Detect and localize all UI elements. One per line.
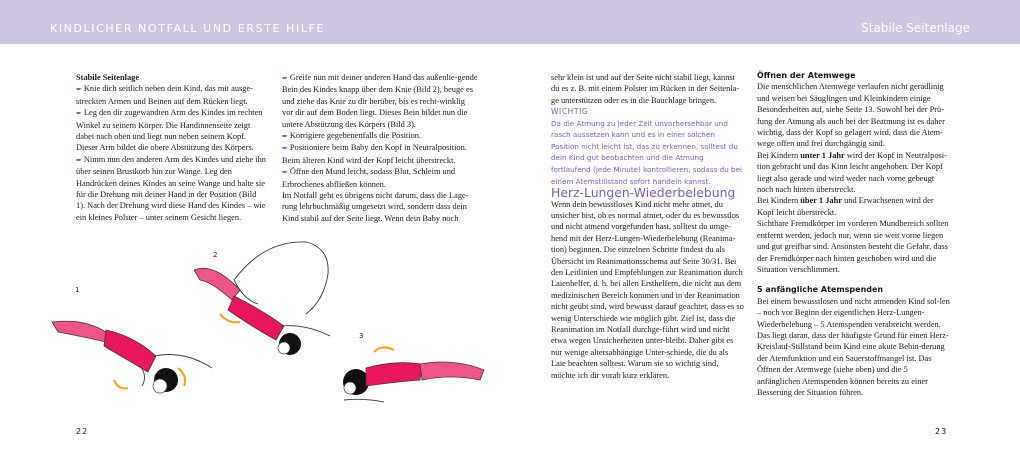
child-face (153, 379, 167, 393)
step-item (282, 142, 478, 166)
child-face (344, 382, 356, 394)
step-item (76, 107, 266, 154)
motion-arrow-icon (374, 347, 394, 352)
figure-step-3 (343, 332, 484, 402)
running-header-right: Stabile Seitenlage (861, 21, 970, 35)
text-run: und Erwachsenen wird der Kopf leicht überstreckt. (757, 196, 934, 217)
figure-label-1: 1 (75, 286, 80, 294)
arrow-bullet-icon: ➨ (282, 168, 288, 177)
figure-label-2: 2 (213, 251, 218, 259)
paragraph-fremdkoerper: Sichtbare Fremdkörper im vorderen Mundbereich sollten entfernt werden, jedoch nur, wenn sie weit vorne liegen und gut greifbar sind. Ansonsten besteht die Gefahr, dass der Fremdkörper nach hinten geschoben wird und die Situation verschlimmert. (757, 219, 949, 274)
bold-run: unter 1 Jahr (800, 150, 845, 160)
step-text: Positioniere beim Baby den Kopf in Neutralposition. Beim älteren Kind wird der Kopf leicht überstreckt. (282, 143, 467, 165)
left-column-1 (76, 72, 266, 223)
continued-paragraph: sehr klein ist und auf der Seite nicht stabil liegt, kannst du es z. B. mit einem Polster im Rücken in der Seitenla-ge unterstützen oder es in die Bauchlage bringen. (551, 73, 740, 105)
arrow-bullet-icon: ➨ (282, 74, 288, 82)
paragraph-atemspenden: Bei einem bewusstlosen und nicht atmenden Kind sol-len – noch vor Beginn der eigentlichen Herz-Lungen-Wiederbelebung – 5 Atemspenden verabreicht werden. Das liegt daran, dass der häufigste Grund für einen Herz-Kreislauf-Stillstand beim Kind eine akute Behin-derung der Atemfunktion und ein Sauerstoffmangel ist. Das Öffnen der Atemwege (siehe oben) und die 5 anfänglichen Atemspenden können bereits zu einer Besserung der Situation führen. (757, 296, 950, 397)
step-text: Nimm nun den anderen Arm des Kindes und ziehe ihn über seinen Brustkorb hin zur Wange. Leg den Handrücken deines Kindes an seine Wange und halte sie für die Drehung mit deiner Hand in der Position (Bild 1). Nach der Drehung wird diese Hand des Kindes – wie ein kleines Polster – unter seinem Gesicht liegen. (76, 154, 266, 222)
paragraph-unter-1-jahr (757, 150, 950, 196)
text-run: Bei Kindern (757, 196, 801, 206)
child-torso (228, 296, 284, 340)
child-arm (154, 355, 212, 369)
page-number-left: 22 (76, 427, 89, 436)
left-column-2 (282, 72, 478, 224)
right-column-1 (551, 72, 744, 381)
text-run: wird der Kopf in Neutralposi-tion gebracht und das Kinn leicht angehoben. Der Kopf liegt also gerade und wird weder nach vorne gebeugt noch nach hinten überstreckt. (757, 150, 947, 195)
child-arm (344, 399, 384, 402)
step-text: Korrigiere gegebenenfalls die Position. (289, 131, 422, 141)
running-header-left: KINDLICHER NOTFALL UND ERSTE HILFE (50, 22, 326, 35)
recovery-position-illustration (44, 240, 496, 420)
header-bar (0, 0, 1020, 44)
arrow-bullet-icon: ➨ (76, 155, 82, 164)
closing-paragraph: Im Notfall geht es übrigens nicht darum, dass die Lage-rung lehrbuchmäßig umgesetzt wird, sondern dass dein Kind stabil auf der Seite liegt. Wenn dein Baby noch (282, 191, 469, 223)
child-torso (104, 330, 156, 372)
figure-step-2 (194, 242, 330, 355)
page-number-right: 23 (935, 427, 948, 436)
child-torso (366, 363, 422, 386)
note-text: Da die Atmung zu jeder Zeit unvorhersehbar und rasch aussetzen kann und es in einer solchen Position nicht leicht ist, das zu erkennen, solltest du dein Kind gut beobachten und die Atmung fortlaufend (jede Minute) kontrollieren, sodass du bei einem Atemstillstand sofort handeln kannst. (551, 118, 743, 186)
step-item (76, 154, 266, 223)
subhead-atemspenden: 5 anfängliche Atemspenden (757, 285, 884, 295)
section-title-herz-lungen: Herz-Lungen-Wiederbelebung (551, 185, 736, 201)
figure-step-1 (52, 286, 212, 393)
step-item (282, 166, 478, 190)
paragraph-atemwege: Die menschlichen Atemwege verlaufen nicht geradlinig und weisen bei Säuglingen und Kleinkindern einige Besonderheiten auf, siehe Seite 13. Sowohl bei der Prü-fung der Atmung als auch bei der Beatmung ist es daher wichtig, dass der Kopf so gelagert wird, dass die Atem-wege offen und frei durchgängig sind. (757, 82, 945, 149)
paragraph-ueber-1-jahr (757, 195, 950, 218)
step-text: Öffne den Mund leicht, sodass Blut, Schleim und Erbrochenes abfließen können. (282, 167, 456, 189)
child-legs (420, 362, 484, 380)
step-text: Knie dich seitlich neben dein Kind, das mit ausge-streckten Armen und Beinen auf dem Rücken liegt. (76, 84, 253, 106)
step-text: Leg den dir zugewandten Arm des Kindes im rechten Winkel zu seinem Körper. Die Handinnenseite zeigt dabei nach oben und liegt nun neben seinem Kopf. Dieser Arm bildet die obere Abstützung des Körpers. (76, 108, 263, 153)
subhead-atemwege: Öffnen der Atemwege (757, 71, 856, 80)
arrow-bullet-icon: ➨ (282, 144, 288, 153)
step-item (282, 72, 478, 130)
step-text: Greife nun mit deiner anderen Hand das außenlie-gende Bein des Kindes knapp über dem Knie (Bild 2), beuge es und ziehe das Knie zu dir herüber, bis es recht-winklig vor dir auf dem Boden liegt. Dieses Bein bildet nun die untere Abstützung des Körpers (Bild 3). (282, 73, 478, 129)
bold-run: über 1 Jahr (800, 196, 842, 206)
figure-label-3: 3 (359, 332, 364, 340)
motion-arrow-icon (114, 380, 128, 388)
motion-arrow-icon (178, 368, 185, 386)
arrow-bullet-icon: ➨ (76, 109, 82, 118)
arrow-bullet-icon: ➨ (282, 132, 288, 141)
arrow-bullet-icon: ➨ (76, 85, 82, 94)
text-run: Bei Kindern (757, 150, 801, 160)
child-face (278, 342, 290, 354)
section-paragraph: Wenn dein bewusstloses Kind nicht mehr atmet, du unsicher bist, ob es normal atmet, oder du es bewusstlos und nicht atmend vorgefunden hast, solltest du umge-hend mit der Herz-Lungen-Wiederbelebung (Reanima-tion) beginnen. Die einzelnen Schritte findest du als Übersicht im Reanimationsschema auf Seite 30/31. Bei den Leitlinien und Empfehlungen zur Reanimation durch Laienhelfer, d. h. bei allen Ersthelfern, die nicht aus dem medizinischen Bereich kommen und in der Reanimation nicht geübt sind, wird bewusst darauf geachtet, dass es so wenig Unterschiede wie möglich gibt. Ziel ist, dass die Reanimation im Notfall durchge-führt wird und nicht etwa wegen Unsicherheiten unter-bleibt. Daher gibt es nur wenige altersabhängige Unter-schiede, die du als Laie beachten solltest. Warum sie so wichtig sind, möchte ich dir vorab kurz erklären. (551, 199, 744, 380)
step-item (76, 83, 266, 107)
subhead-stabile-seitenlage: Stabile Seitenlage (76, 73, 140, 82)
right-column-2 (757, 70, 950, 398)
step-item (282, 130, 478, 142)
child-legs (194, 268, 240, 300)
note-title-wichtig: WICHTIG (551, 107, 589, 117)
